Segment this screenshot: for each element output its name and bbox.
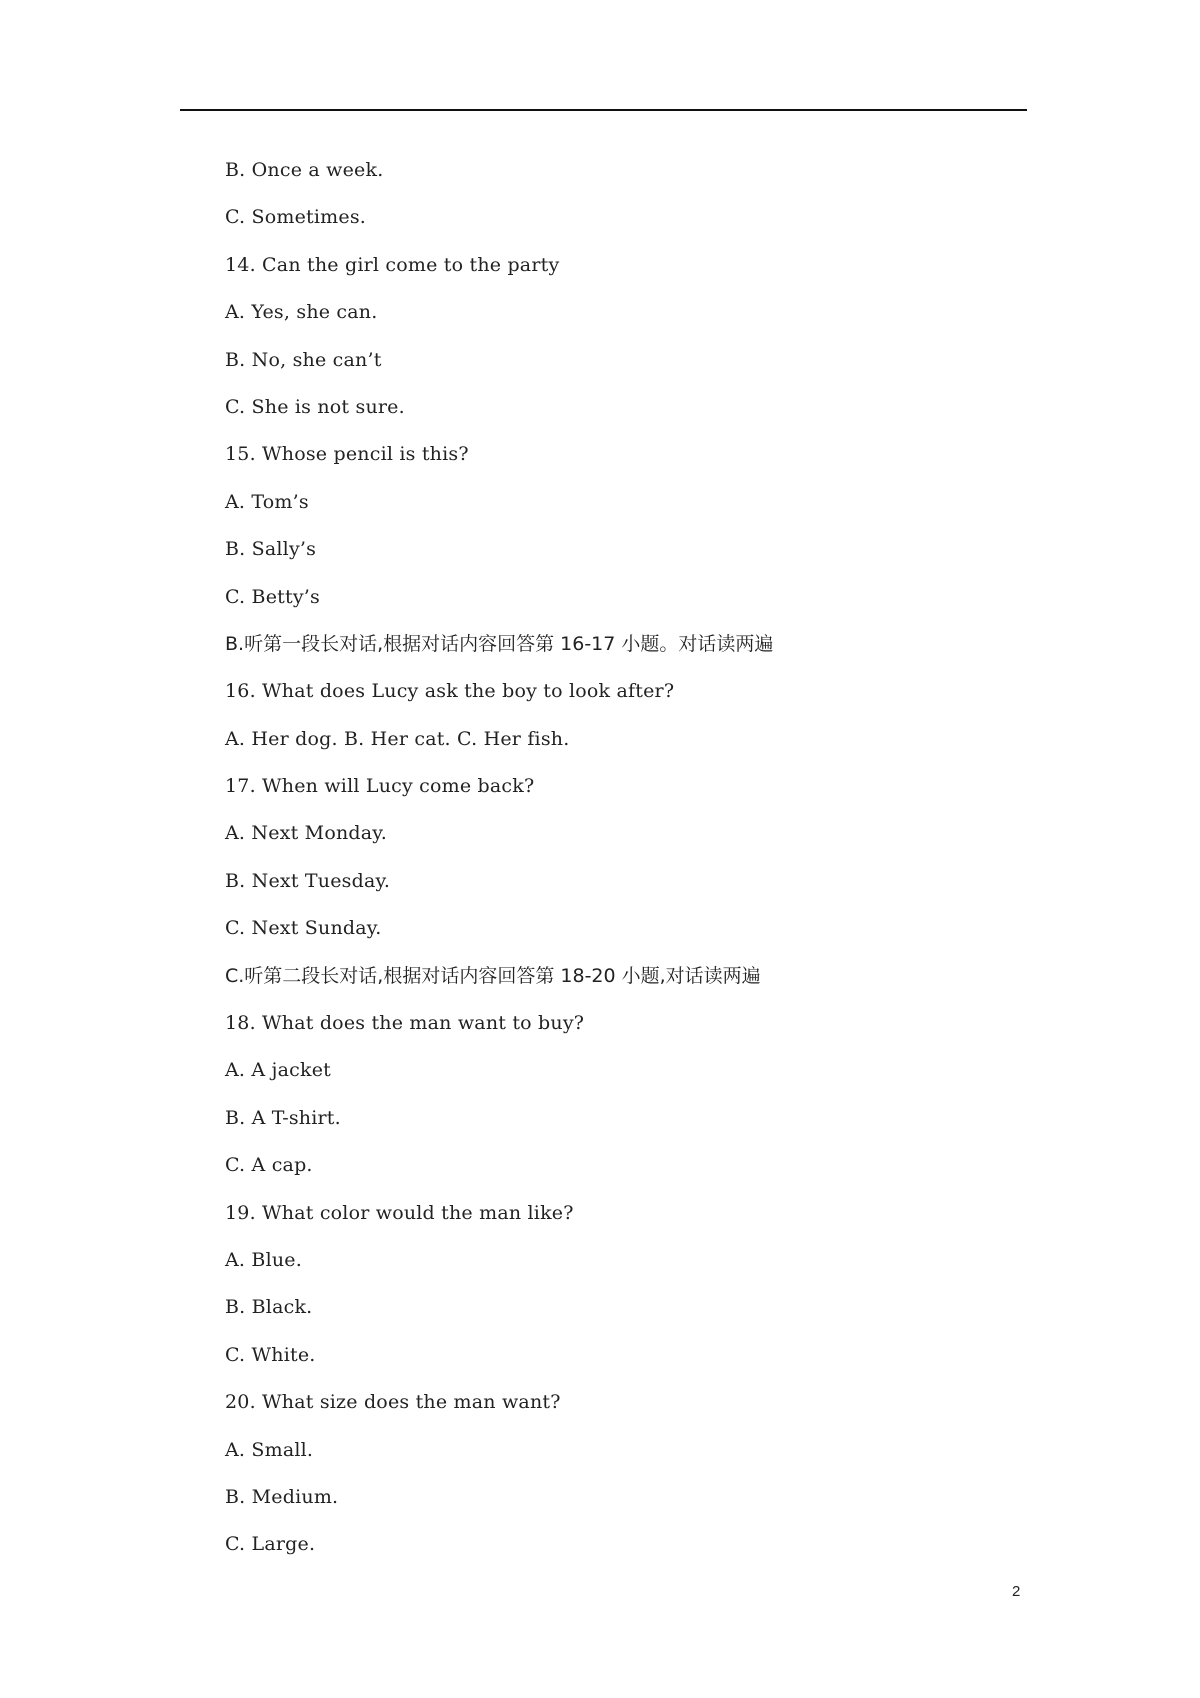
- answer-option: C. Betty’s: [225, 585, 320, 608]
- answer-option: A. Tom’s: [225, 490, 309, 513]
- answer-option: C. White.: [225, 1343, 316, 1366]
- header-rule: [180, 109, 1027, 111]
- answer-option: B. No, she can’t: [225, 348, 382, 371]
- answer-option: B. Next Tuesday.: [225, 869, 391, 892]
- question-text: 15. Whose pencil is this?: [225, 443, 469, 466]
- question-text: 17. When will Lucy come back?: [225, 775, 535, 798]
- answer-option: A. Next Monday.: [225, 822, 387, 845]
- answer-option: A. Small.: [225, 1438, 314, 1461]
- answer-option: B. A T-shirt.: [225, 1106, 341, 1129]
- question-text: 18. What does the man want to buy?: [225, 1012, 585, 1035]
- answer-option: C. Large.: [225, 1533, 316, 1556]
- answer-option: B. Black.: [225, 1296, 313, 1319]
- exam-content: [225, 157, 1045, 1579]
- section-instruction: C.听第二段长对话,根据对话内容回答第 18-20 小题,对话读两遍: [225, 964, 761, 987]
- answer-option: C. Sometimes.: [225, 206, 367, 229]
- page-number: 2: [1012, 1583, 1021, 1600]
- answer-option: A. A jacket: [225, 1059, 332, 1082]
- answer-option: B. Sally’s: [225, 538, 317, 561]
- question-text: 14. Can the girl come to the party: [225, 253, 560, 276]
- section-instruction: B.听第一段长对话,根据对话内容回答第 16-17 小题。对话读两遍: [225, 632, 774, 655]
- answer-option: C. She is not sure.: [225, 395, 405, 418]
- answer-option: C. Next Sunday.: [225, 917, 382, 940]
- question-text: 20. What size does the man want?: [225, 1391, 561, 1414]
- answer-option: C. A cap.: [225, 1154, 313, 1177]
- answer-option: A. Blue.: [225, 1248, 302, 1271]
- answer-option: B. Once a week.: [225, 159, 384, 181]
- answer-option: A. Her dog. B. Her cat. C. Her fish.: [225, 727, 570, 750]
- question-text: 19. What color would the man like?: [225, 1201, 574, 1224]
- question-text: 16. What does Lucy ask the boy to look after?: [225, 680, 675, 703]
- answer-option: B. Medium.: [225, 1485, 339, 1508]
- answer-option: A. Yes, she can.: [225, 301, 378, 324]
